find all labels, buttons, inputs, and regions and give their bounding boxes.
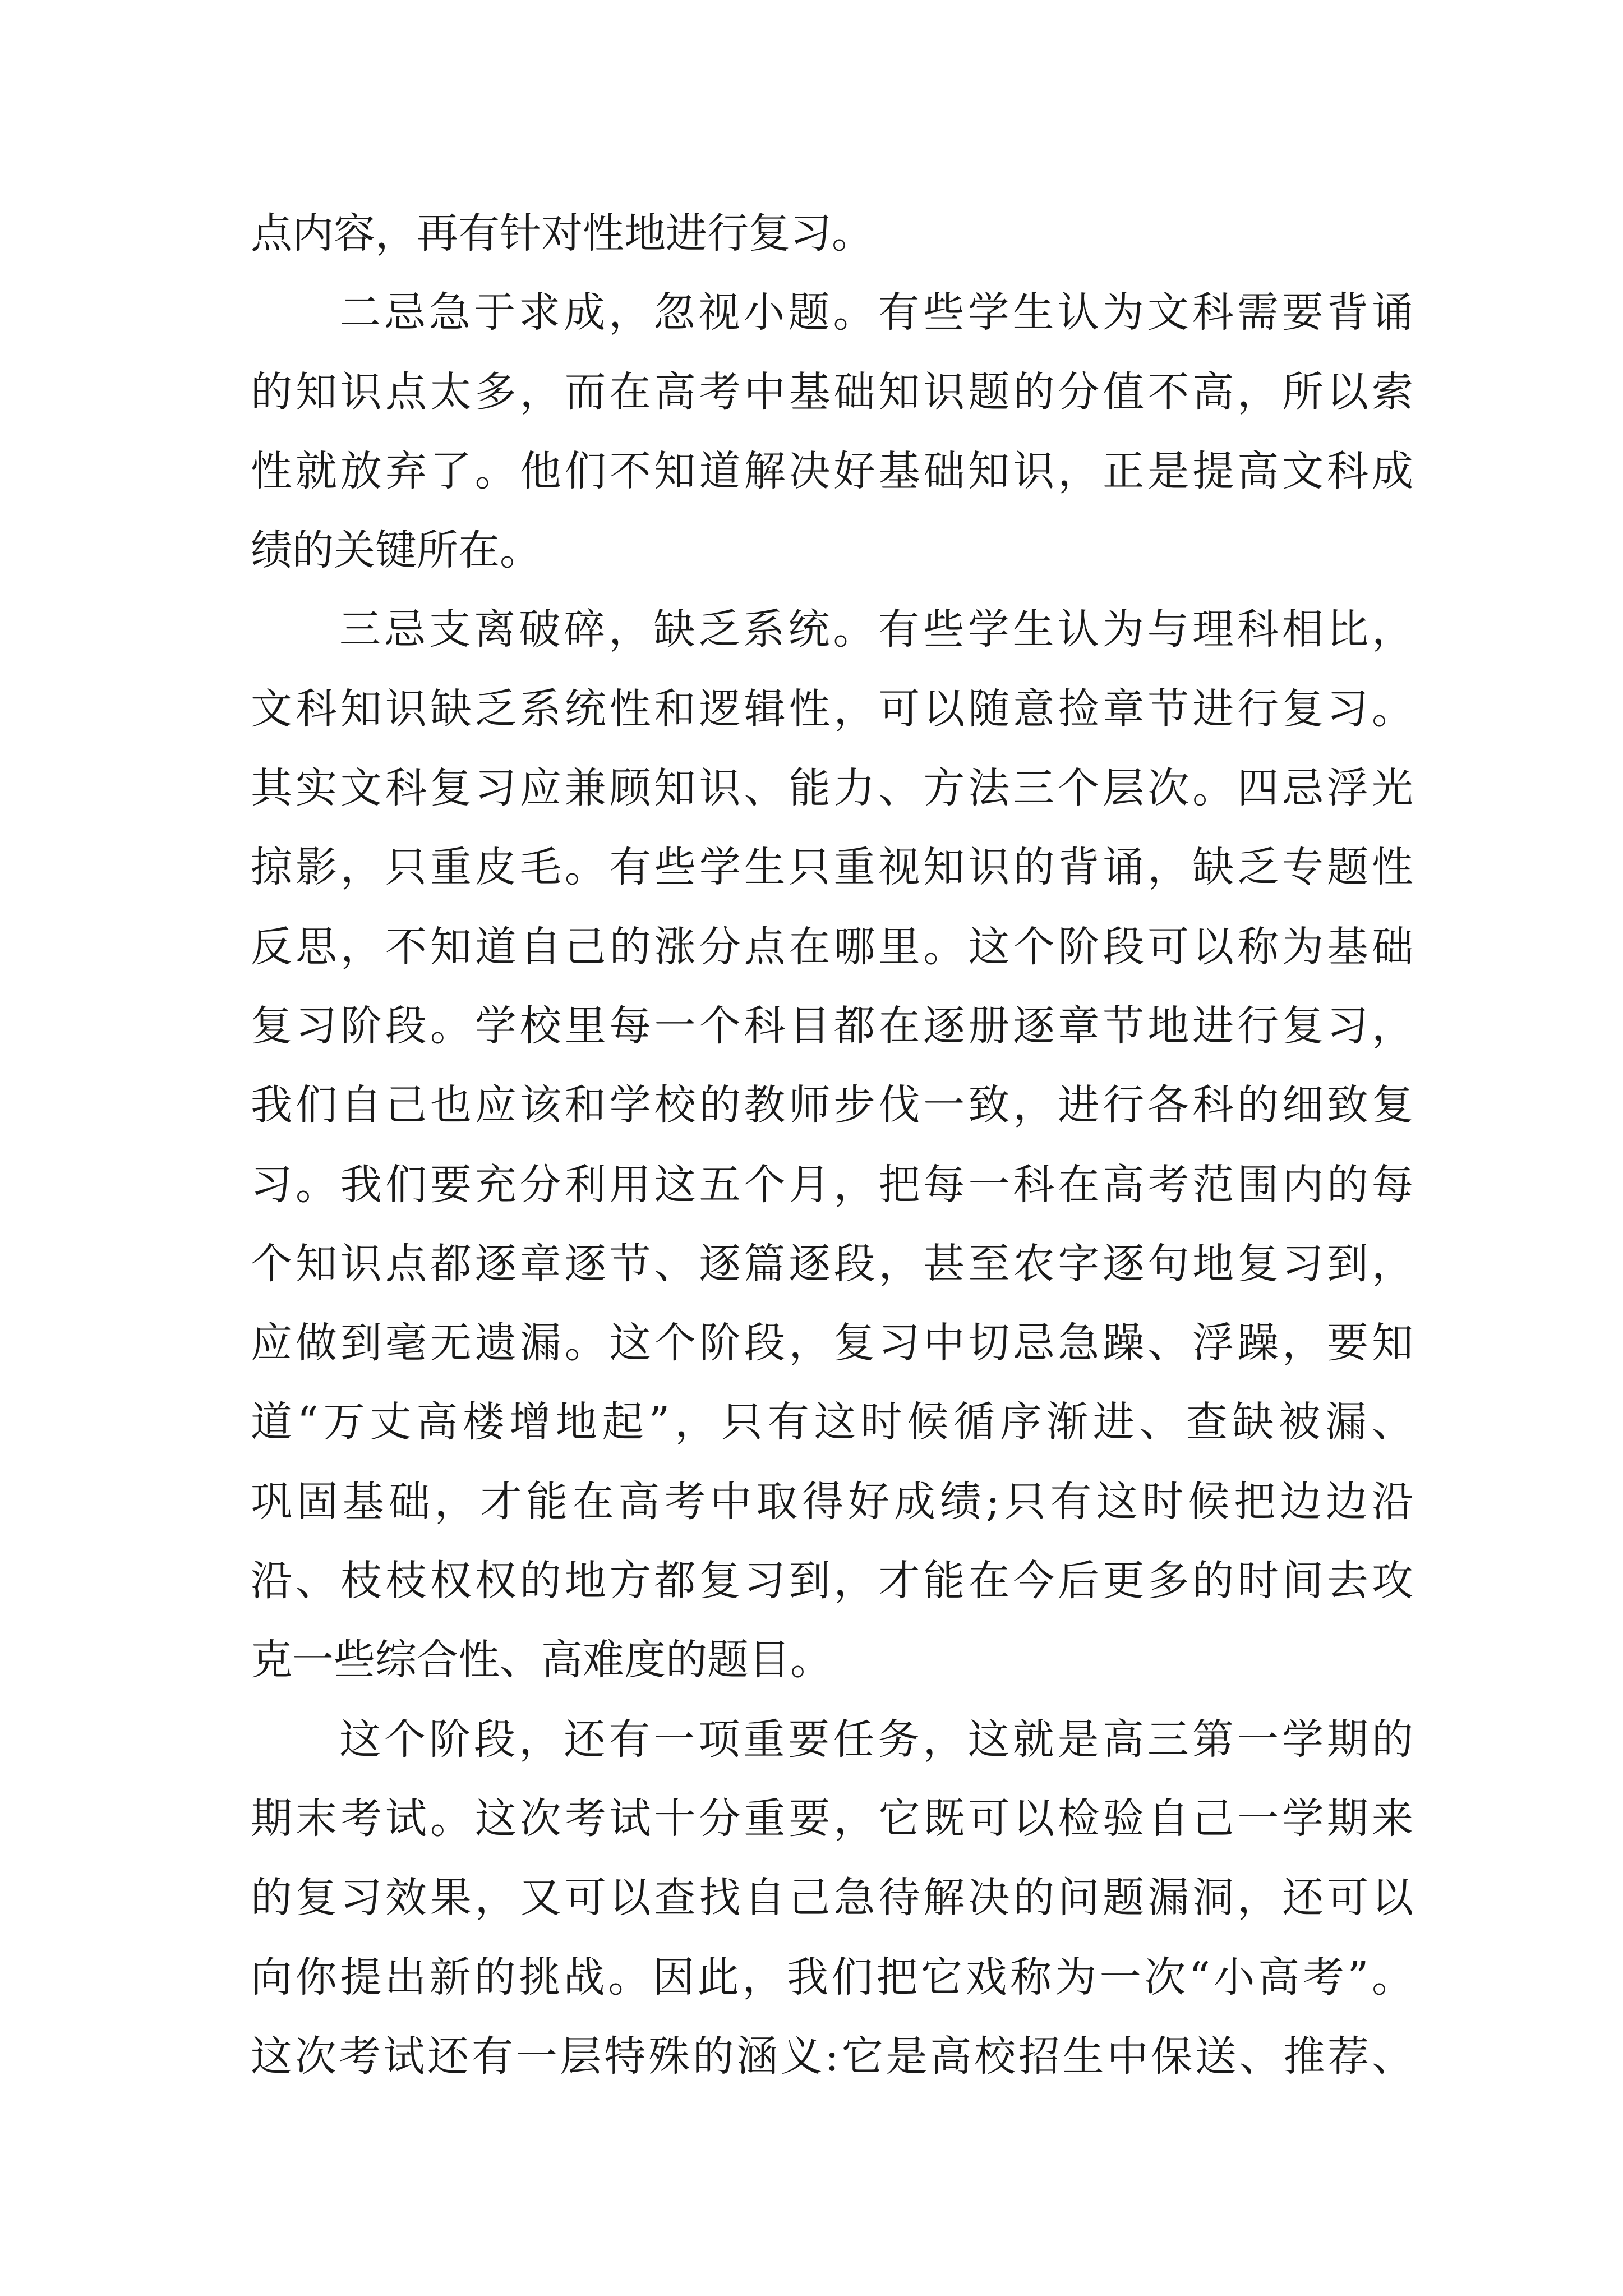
- text-line: 这次考试还有一层特殊的涵义:它是高校招生中保送、推荐、: [251, 2032, 1413, 2081]
- text-line: 个知识点都逐章逐节、逐篇逐段，甚至农字逐句地复习到，: [251, 1239, 1413, 1288]
- paragraph-continuation: [251, 194, 1413, 273]
- text-line: 性就放弃了。他们不知道解决好基础知识，正是提高文科成: [251, 447, 1413, 495]
- text-line: 巩固基础，才能在高考中取得好成绩;只有这时候把边边沿: [251, 1477, 1413, 1526]
- text-line: 二忌急于求成，忽视小题。有些学生认为文科需要背诵: [339, 288, 1413, 337]
- paragraph-final-exam: [251, 1700, 1413, 2096]
- body-text: [251, 194, 1413, 2096]
- text-line: 的复习效果，又可以查找自己急待解决的问题漏洞，还可以: [251, 1874, 1413, 1922]
- text-line: 点内容，再有针对性地进行复习。: [251, 209, 873, 257]
- text-line: 应做到毫无遗漏。这个阶段，复习中切忌急躁、浮躁，要知: [251, 1319, 1413, 1368]
- text-line: 其实文科复习应兼顾知识、能力、方法三个层次。四忌浮光: [251, 764, 1413, 813]
- paragraph-second-taboo: [251, 273, 1413, 590]
- text-line: 这个阶段，还有一项重要任务，这就是高三第一学期的: [339, 1715, 1413, 1764]
- text-line: 反思，不知道自己的涨分点在哪里。这个阶段可以称为基础: [251, 922, 1413, 971]
- text-line: 向你提出新的挑战。因此，我们把它戏称为一次“小高考”。: [251, 1953, 1413, 2001]
- text-line: 三忌支离破碎，缺乏系统。有些学生认为与理科相比，: [339, 605, 1413, 654]
- text-line: 绩的关键所在。: [251, 526, 541, 575]
- text-line: 期末考试。这次考试十分重要，它既可以检验自己一学期来: [251, 1794, 1413, 1843]
- paragraph-third-taboo: [251, 590, 1413, 1700]
- text-line: 复习阶段。学校里每一个科目都在逐册逐章节地进行复习，: [251, 1001, 1413, 1050]
- text-line: 我们自己也应该和学校的教师步伐一致，进行各科的细致复: [251, 1081, 1413, 1130]
- text-line: 沿、枝枝权权的地方都复习到，才能在今后更多的时间去攻: [251, 1557, 1413, 1605]
- text-line: 的知识点太多，而在高考中基础知识题的分值不高，所以索: [251, 367, 1413, 416]
- text-line: 文科知识缺乏系统性和逻辑性，可以随意捡章节进行复习。: [251, 684, 1413, 733]
- text-line: 克一些综合性、高难度的题目。: [251, 1636, 832, 1685]
- text-line: 习。我们要充分利用这五个月，把每一科在高考范围内的每: [251, 1160, 1413, 1209]
- text-line: 掠影，只重皮毛。有些学生只重视知识的背诵，缺乏专题性: [251, 843, 1413, 892]
- text-line: 道“万丈高楼增地起”，只有这时候循序渐进、查缺被漏、: [251, 1398, 1413, 1447]
